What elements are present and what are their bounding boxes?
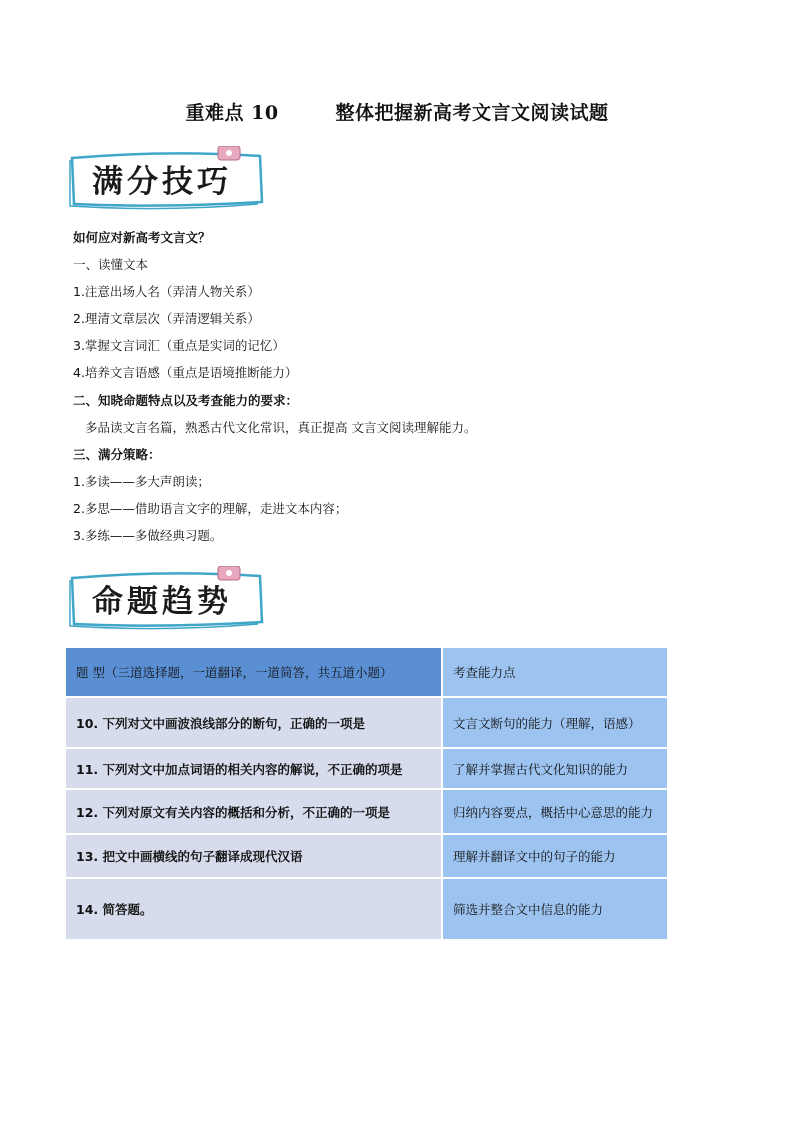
- section-banner-skills: [66, 146, 266, 210]
- section-banner-trends: [66, 566, 266, 630]
- list-item: 2.多思——借助语言文字的理解，走进文本内容；: [73, 501, 348, 516]
- list-item: 3.多练——多做经典习题。: [73, 528, 223, 543]
- ability-cell: 了解并掌握古代文化知识的能力: [442, 748, 668, 789]
- section-heading: 二、知晓命题特点以及考查能力的要求：: [73, 393, 299, 408]
- header-cell-ability: 考查能力点: [442, 647, 668, 697]
- ability-cell: 文言文断句的能力（理解，语感）: [442, 697, 668, 748]
- list-item: 1.多读——多大声朗读；: [73, 474, 210, 489]
- question-cell: 14. 简答题。: [65, 878, 442, 940]
- ability-cell: 理解并翻译文中的句子的能力: [442, 834, 668, 878]
- list-item: 1.注意出场人名（弄清人物关系）: [73, 284, 260, 299]
- section-heading: 一、读懂文本: [73, 257, 149, 272]
- question-cell: 10. 下列对文中画波浪线部分的断句，正确的一项是: [65, 697, 442, 748]
- header-cell-type: 题 型（三道选择题，一道翻译，一道简答，共五道小题）: [65, 647, 442, 697]
- paragraph: 多品读文言名篇，熟悉古代文化常识，真正提高 文言文阅读理解能力。: [85, 420, 477, 435]
- question-cell: 11. 下列对文中加点词语的相关内容的解说，不正确的项是: [65, 748, 442, 789]
- ability-cell: 筛选并整合文中信息的能力: [442, 878, 668, 940]
- ability-cell: 归纳内容要点，概括中心意思的能力: [442, 789, 668, 834]
- question-type-table: [64, 646, 669, 941]
- question-heading: 如何应对新高考文言文？: [73, 230, 211, 245]
- page-title: 重难点 10 整体把握新高考文言文阅读试题: [185, 102, 609, 124]
- table-header-row: [65, 647, 668, 697]
- section-heading: 三、满分策略：: [73, 447, 161, 462]
- table-row: [65, 834, 668, 878]
- table-row: [65, 748, 668, 789]
- table-row: [65, 697, 668, 748]
- list-item: 3.掌握文言词汇（重点是实词的记忆）: [73, 338, 285, 353]
- question-cell: 12. 下列对原文有关内容的概括和分析，不正确的一项是: [65, 789, 442, 834]
- banner-label: 命题趋势: [92, 584, 232, 620]
- list-item: 4.培养文言语感（重点是语境推断能力）: [73, 365, 298, 380]
- table-row: [65, 789, 668, 834]
- question-cell: 13. 把文中画横线的句子翻译成现代汉语: [65, 834, 442, 878]
- table-row: [65, 878, 668, 940]
- list-item: 2.理清文章层次（弄清逻辑关系）: [73, 311, 260, 326]
- banner-label: 满分技巧: [92, 164, 232, 200]
